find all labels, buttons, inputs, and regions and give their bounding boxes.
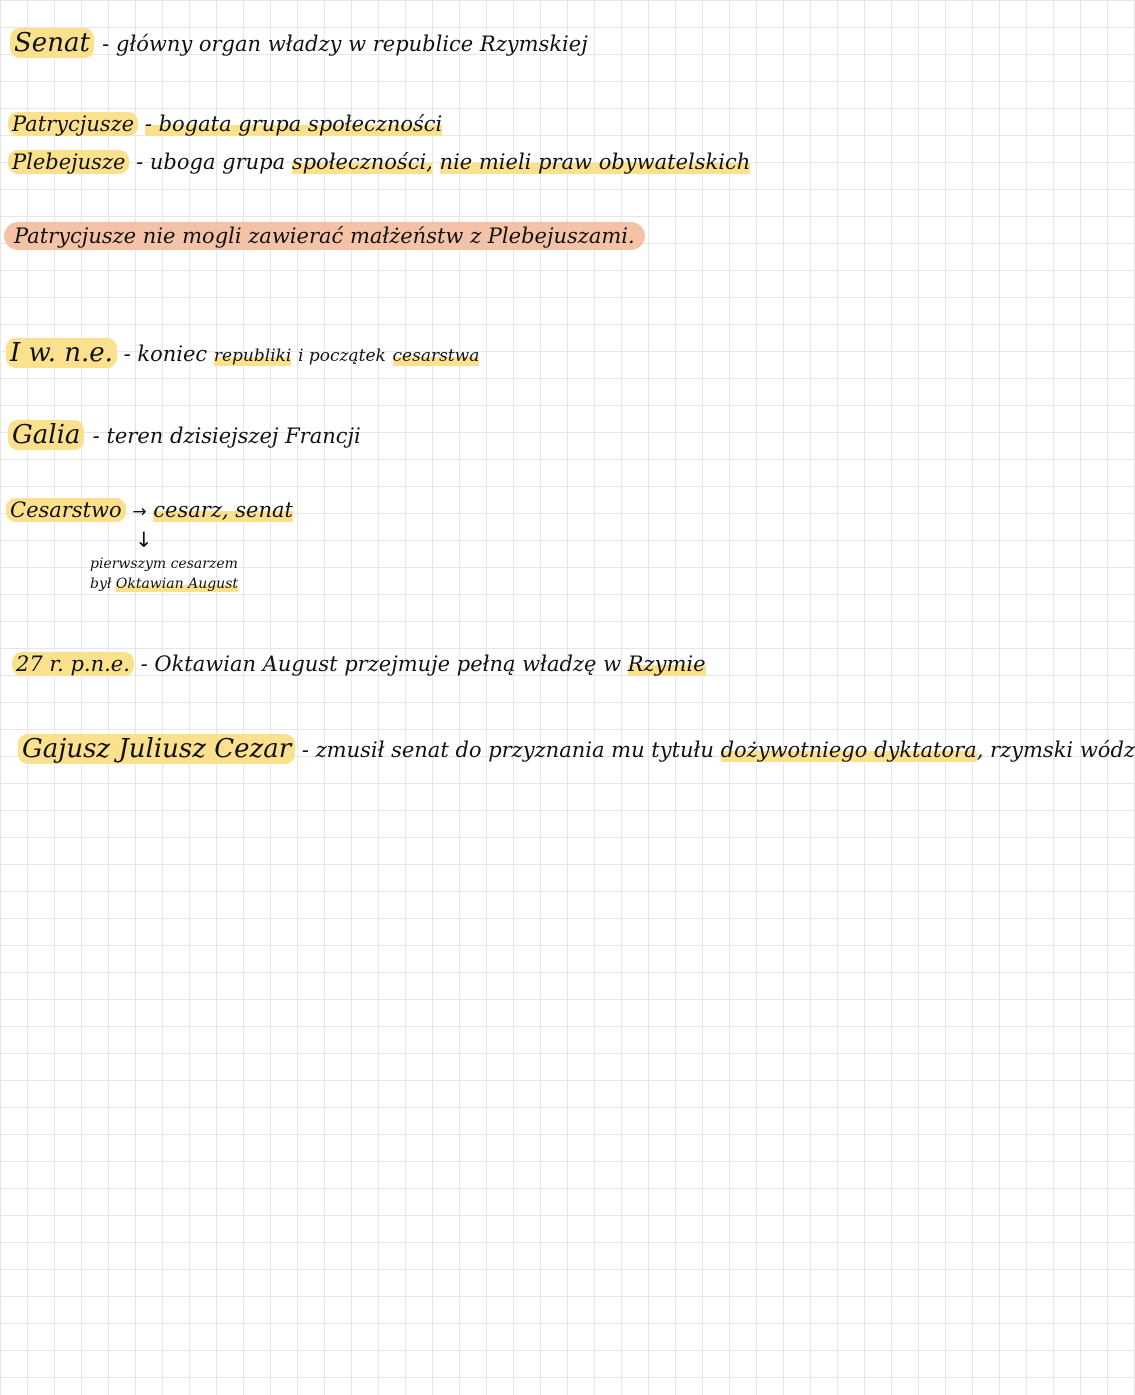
senat-term: Senat	[10, 28, 94, 58]
plebejusze-definition-b: społeczności,	[291, 150, 433, 174]
galia-definition: - teren dzisiejszej Francji	[92, 424, 361, 448]
year-definition-a: - Oktawian August przejmuje pełną władzę w	[140, 652, 622, 676]
cesarstwo-note-line-1	[90, 556, 238, 572]
caesar-term: Gajusz Juliusz Cezar	[18, 734, 295, 764]
century-definition-b: republiki	[213, 346, 292, 366]
marriage-line	[4, 224, 645, 248]
galia-line	[8, 420, 361, 450]
cesarstwo-note-2a: był	[90, 576, 112, 592]
galia-term: Galia	[8, 420, 84, 450]
right-arrow-icon: →	[132, 502, 147, 522]
senat-line	[10, 28, 588, 58]
plebejusze-definition-c: nie mieli praw obywatelskich	[439, 150, 751, 174]
caesar-line	[18, 734, 1135, 764]
year-term: 27 r. p.n.e.	[12, 652, 134, 676]
plebejusze-term: Plebejusze	[8, 150, 129, 174]
cesarstwo-note-line-2	[90, 576, 238, 592]
plebejusze-line	[8, 150, 750, 174]
century-term: I w. n.e.	[6, 338, 117, 368]
caesar-definition-b: dożywotniego dyktatora	[720, 738, 977, 762]
century-definition-c: i początek	[298, 346, 386, 366]
caesar-definition-a: - zmusił senat do przyznania mu tytułu	[301, 738, 714, 762]
marriage-statement: Patrycjusze nie mogli zawierać małżeństw z Plebejuszami.	[4, 222, 645, 250]
cesarstwo-term: Cesarstwo	[6, 498, 126, 522]
century-definition-a: - koniec	[123, 342, 208, 366]
cesarstwo-definition: cesarz, senat	[153, 498, 293, 522]
year-definition-b: Rzymie	[627, 652, 706, 676]
cesarstwo-note-2b: Oktawian August	[115, 576, 238, 592]
patrycjusze-definition: - bogata grupa społeczności	[144, 112, 443, 136]
cesarstwo-note-1: pierwszym cesarzem	[90, 556, 238, 572]
patrycjusze-line	[8, 112, 442, 136]
cesarstwo-line	[6, 498, 293, 522]
patrycjusze-term: Patrycjusze	[8, 112, 138, 136]
down-arrow-icon: ↓	[135, 528, 153, 552]
year-line	[12, 652, 706, 676]
senat-definition: - główny organ władzy w republice Rzymskiej	[102, 32, 588, 56]
caesar-definition-c: , rzymski wódz	[976, 738, 1135, 762]
century-definition-d: cesarstwa	[392, 346, 480, 366]
century-line	[6, 338, 479, 368]
plebejusze-definition-a: - uboga grupa	[136, 150, 286, 174]
